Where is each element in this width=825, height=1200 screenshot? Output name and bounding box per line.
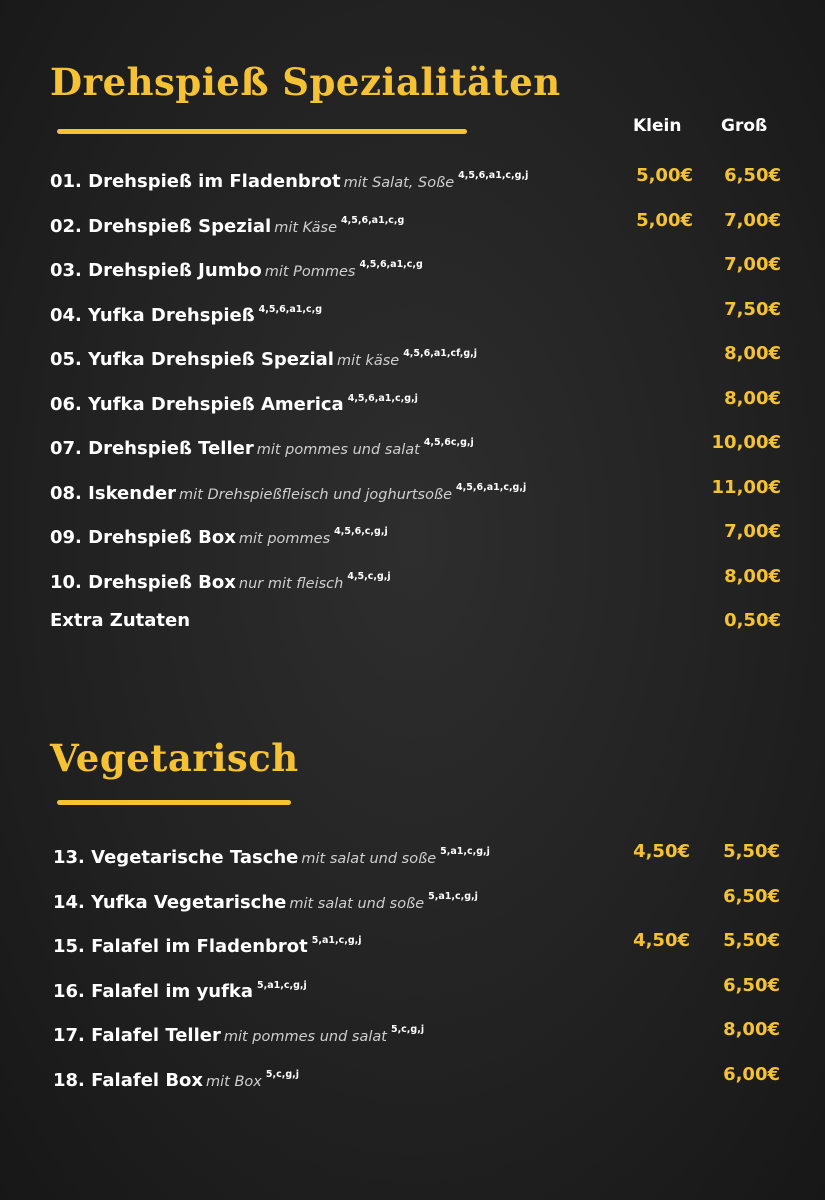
column-header-small: Klein <box>633 116 682 136</box>
item-name: 08. Iskender <box>50 482 177 504</box>
menu-item-row <box>0 517 825 547</box>
item-allergens: 4,5,6,a1,c,g,j <box>347 392 418 404</box>
item-description: mit salat und soße <box>301 851 437 867</box>
section-title-drehspiess: Drehspieß Spezialitäten <box>50 60 561 104</box>
menu-item-row <box>0 1060 825 1090</box>
item-name: Extra Zutaten <box>50 610 191 631</box>
price-large: 11,00€ <box>711 476 781 498</box>
item-allergens: 5,c,g,j <box>390 1024 425 1035</box>
menu-item-row <box>0 1015 825 1045</box>
menu-item <box>50 250 423 287</box>
menu-item-row <box>0 837 825 867</box>
item-description: mit Box <box>206 1073 262 1090</box>
menu-item-row <box>0 250 825 280</box>
price-large: 8,00€ <box>724 387 781 409</box>
item-allergens: 4,5,6,a1,c,g <box>341 214 405 226</box>
section-underline <box>57 129 467 134</box>
item-description: mit pommes <box>238 531 331 547</box>
price-large: 6,50€ <box>723 974 780 996</box>
menu-item-row <box>0 428 825 458</box>
menu-item <box>50 606 190 636</box>
item-name: 13. Vegetarische Tasche <box>53 847 299 868</box>
item-description: mit salat und soße <box>289 895 425 912</box>
price-large: 8,00€ <box>724 343 781 364</box>
menu-item <box>53 837 490 874</box>
section-title-vegetarisch: Vegetarisch <box>50 736 299 780</box>
item-description: mit käse <box>336 353 400 369</box>
price-small: 5,00€ <box>636 209 693 231</box>
item-description: mit Käse <box>274 219 338 236</box>
price-large: 5,50€ <box>723 841 780 862</box>
menu-item-row <box>0 926 825 956</box>
item-name: 18. Falafel Box <box>53 1069 204 1091</box>
item-allergens: 4,5,6c,g,j <box>423 437 474 448</box>
menu-item-row <box>0 384 825 414</box>
item-allergens: 4,5,6,a1,c,g <box>258 303 322 315</box>
item-name: 02. Drehspieß Spezial <box>50 215 272 237</box>
menu-item-row <box>0 339 825 369</box>
item-allergens: 5,a1,c,g,j <box>440 846 490 857</box>
item-allergens: 5,a1,c,g,j <box>428 890 478 902</box>
section-underline <box>57 800 291 805</box>
menu-item <box>50 562 391 599</box>
item-allergens: 4,5,6,a1,c,g <box>359 259 423 270</box>
item-name: 17. Falafel Teller <box>53 1025 221 1046</box>
item-name: 05. Yufka Drehspieß Spezial <box>50 349 334 370</box>
item-allergens: 4,5,6,c,g,j <box>334 526 388 537</box>
price-large: 6,50€ <box>723 885 780 907</box>
item-description: nur mit fleisch <box>238 575 344 592</box>
price-large: 6,50€ <box>724 165 781 186</box>
item-description: mit pommes und salat <box>256 442 420 458</box>
item-description: mit Drehspießfleisch und joghurtsoße <box>179 486 453 503</box>
price-small: 4,50€ <box>633 841 690 862</box>
menu-item-row <box>0 473 825 503</box>
item-allergens: 4,5,c,g,j <box>347 570 391 582</box>
item-name: 10. Drehspieß Box <box>50 571 236 593</box>
menu-item <box>50 517 388 554</box>
price-large: 8,00€ <box>724 565 781 587</box>
item-name: 09. Drehspieß Box <box>50 527 236 548</box>
item-name: 15. Falafel im Fladenbrot <box>53 936 308 957</box>
menu-item <box>50 428 474 465</box>
item-allergens: 5,a1,c,g,j <box>311 935 362 946</box>
menu-item <box>50 295 322 331</box>
item-allergens: 4,5,6,a1,c,g,j <box>456 481 527 493</box>
menu-item <box>50 339 477 376</box>
menu-item <box>50 161 528 198</box>
menu-item <box>53 926 362 962</box>
item-allergens: 4,5,6,a1,c,g,j <box>458 170 529 181</box>
menu-item <box>50 473 526 510</box>
price-small: 4,50€ <box>633 930 690 951</box>
price-large: 5,50€ <box>723 930 780 951</box>
menu-item-row <box>0 295 825 325</box>
item-allergens: 4,5,6,a1,cf,g,j <box>403 348 477 359</box>
item-description: mit Pommes <box>264 264 356 280</box>
price-large: 7,00€ <box>724 254 781 275</box>
item-name: 01. Drehspieß im Fladenbrot <box>50 171 341 192</box>
menu-item <box>50 206 404 243</box>
menu-item <box>53 971 307 1007</box>
price-large: 7,00€ <box>724 521 781 542</box>
menu-item <box>53 1015 424 1052</box>
price-large: 8,00€ <box>723 1019 780 1040</box>
item-allergens: 5,c,g,j <box>265 1068 300 1080</box>
price-large: 7,00€ <box>724 209 781 231</box>
price-small: 5,00€ <box>636 165 693 186</box>
menu-item-row <box>0 606 825 636</box>
menu-item-row <box>0 971 825 1001</box>
price-large: 0,50€ <box>724 610 781 631</box>
menu-item <box>53 882 478 919</box>
column-header-large: Groß <box>721 116 768 136</box>
item-name: 04. Yufka Drehspieß <box>50 304 255 326</box>
menu-item-row <box>0 161 825 191</box>
menu-item <box>50 384 418 420</box>
item-name: 03. Drehspieß Jumbo <box>50 260 262 281</box>
price-large: 7,50€ <box>724 298 781 320</box>
price-large: 6,00€ <box>723 1063 780 1085</box>
menu-item <box>53 1060 299 1097</box>
item-allergens: 5,a1,c,g,j <box>257 979 307 991</box>
menu-item-row <box>0 206 825 236</box>
price-large: 10,00€ <box>711 432 781 453</box>
item-name: 07. Drehspieß Teller <box>50 438 254 459</box>
menu-item-row <box>0 562 825 592</box>
item-name: 16. Falafel im yufka <box>53 980 254 1002</box>
item-name: 14. Yufka Vegetarische <box>53 891 287 913</box>
item-description: mit pommes und salat <box>223 1029 387 1045</box>
item-description: mit Salat, Soße <box>343 175 455 191</box>
menu-item-row <box>0 882 825 912</box>
item-name: 06. Yufka Drehspieß America <box>50 393 344 415</box>
